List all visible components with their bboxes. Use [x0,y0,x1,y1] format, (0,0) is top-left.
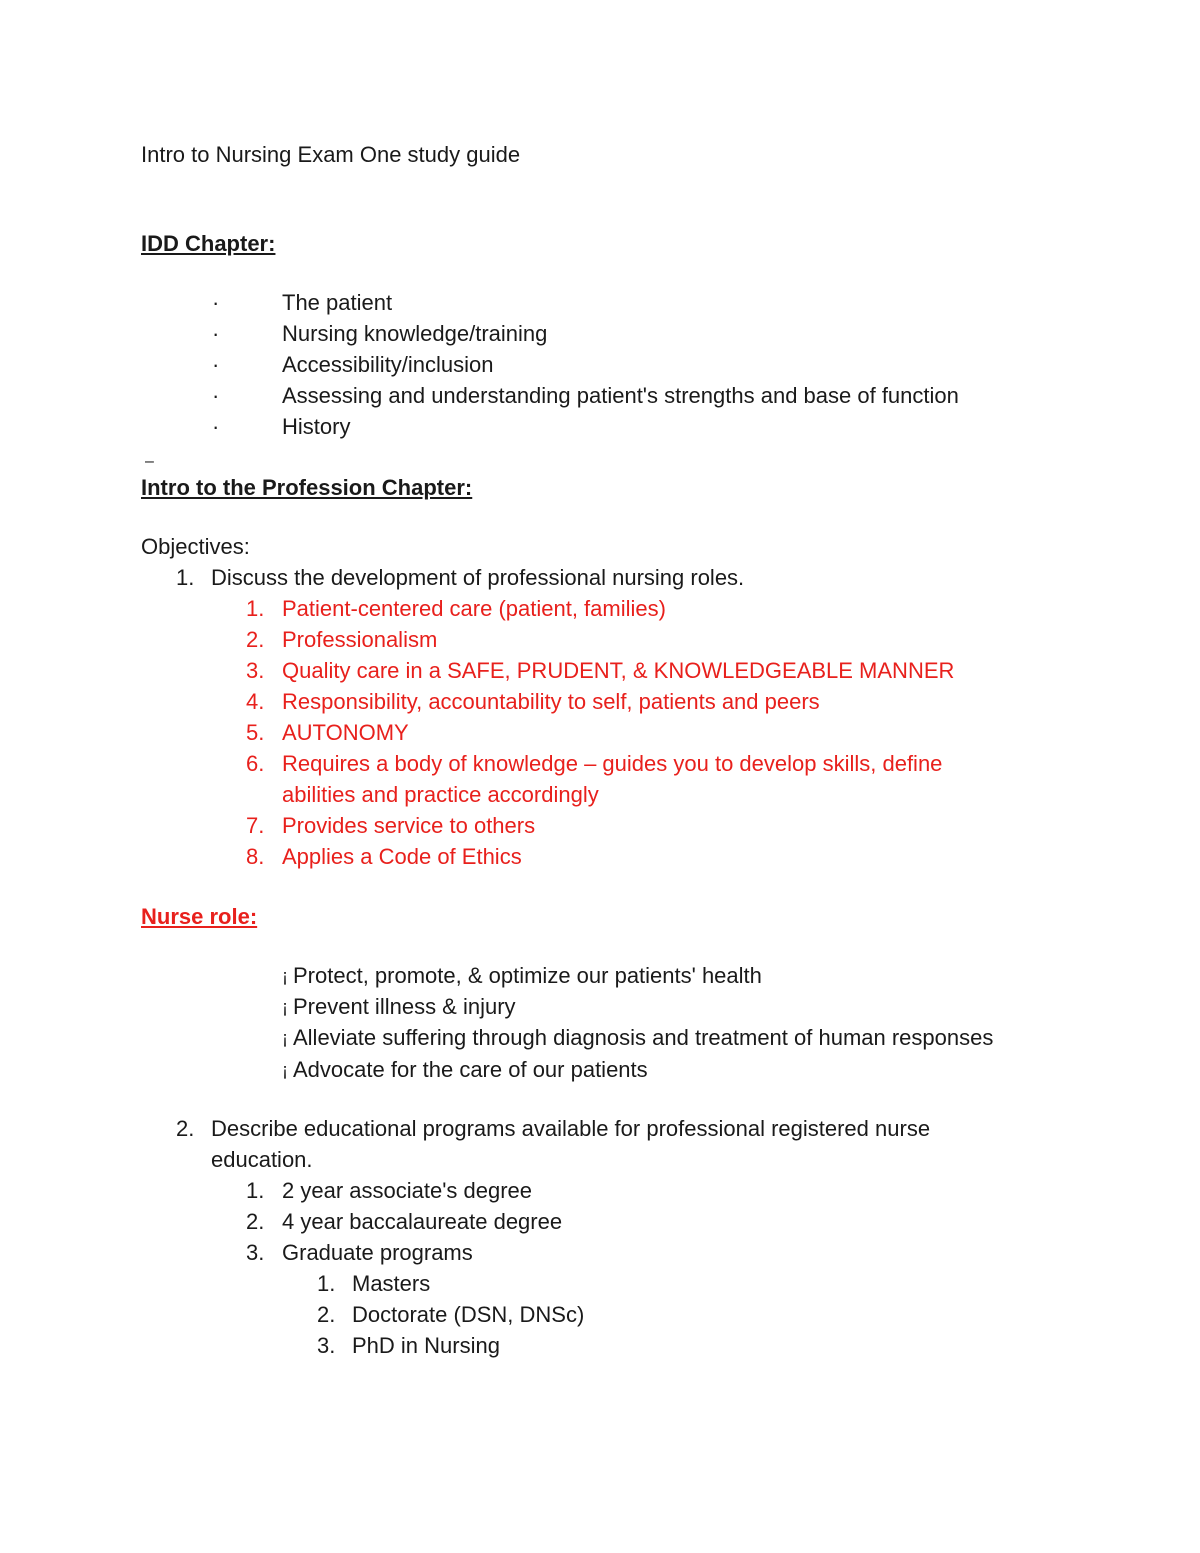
list-number: 4. [246,689,265,714]
bullet-icon: · [212,383,220,408]
list-number: 3. [246,1240,265,1265]
list-number: 2. [246,627,265,652]
list-item-text: abilities and practice accordingly [282,782,599,807]
list-item-text: Patient-centered care (patient, families) [282,596,666,621]
list-number: 6. [246,751,265,776]
list-item-text: Accessibility/inclusion [282,352,494,377]
list-number: 8. [246,844,265,869]
list-item-text: Applies a Code of Ethics [282,844,522,869]
list-item-text: Protect, promote, & optimize our patients' health [293,963,762,988]
document-title: Intro to Nursing Exam One study guide [141,142,521,167]
list-item-text: Alleviate suffering through diagnosis and treatment of human responses [293,1025,994,1050]
list-item-text: Provides service to others [282,813,536,838]
list-item-text: The patient [282,290,393,315]
bullet-icon: ¡ [282,1060,288,1080]
list-item-text: AUTONOMY [282,720,409,745]
list-number: 1. [176,565,195,590]
list-number: 2. [317,1302,336,1327]
list-item-text: Quality care in a SAFE, PRUDENT, & KNOWLEDGEABLE MANNER [282,658,955,683]
list-number: 2. [176,1116,195,1141]
list-item-text: Nursing knowledge/training [282,321,548,346]
objective-text: Discuss the development of professional nursing roles. [211,565,745,590]
list-item-text: PhD in Nursing [352,1333,500,1358]
bullet-icon: · [212,290,220,315]
list-item-text: Masters [352,1271,431,1296]
objective-text: education. [211,1147,313,1172]
list-item-text: Assessing and understanding patient's strengths and base of function [282,383,959,408]
bullet-icon: ¡ [282,1028,288,1048]
idd-chapter-heading: IDD Chapter: [141,231,276,256]
list-item-text: History [282,414,351,439]
list-number: 2. [246,1209,265,1234]
list-number: 5. [246,720,265,745]
bullet-icon: ¡ [282,997,288,1017]
objectives-label: Objectives: [141,534,250,559]
list-item-text: Graduate programs [282,1240,473,1265]
bullet-icon: · [212,414,220,439]
list-number: 3. [317,1333,336,1358]
nurse-role-heading: Nurse role: [141,904,258,929]
list-item-text: Professionalism [282,627,438,652]
objective-text: Describe educational programs available for professional registered nurse [211,1116,931,1141]
bullet-icon: · [212,352,220,377]
dash-mark: – [145,453,154,470]
list-number: 1. [246,596,265,621]
list-item-text: 2 year associate's degree [282,1178,533,1203]
list-item-text: Responsibility, accountability to self, patients and peers [282,689,820,714]
list-item-text: Prevent illness & injury [293,994,516,1019]
list-number: 7. [246,813,265,838]
bullet-icon: · [212,321,220,346]
profession-chapter-heading: Intro to the Profession Chapter: [141,475,473,500]
list-number: 1. [317,1271,336,1296]
list-item-text: 4 year baccalaureate degree [282,1209,563,1234]
list-number: 1. [246,1178,265,1203]
list-item-text: Advocate for the care of our patients [293,1057,648,1082]
bullet-icon: ¡ [282,966,288,986]
list-item-text: Requires a body of knowledge – guides you to develop skills, define [282,751,943,776]
list-number: 3. [246,658,265,683]
list-item-text: Doctorate (DSN, DNSc) [352,1302,585,1327]
